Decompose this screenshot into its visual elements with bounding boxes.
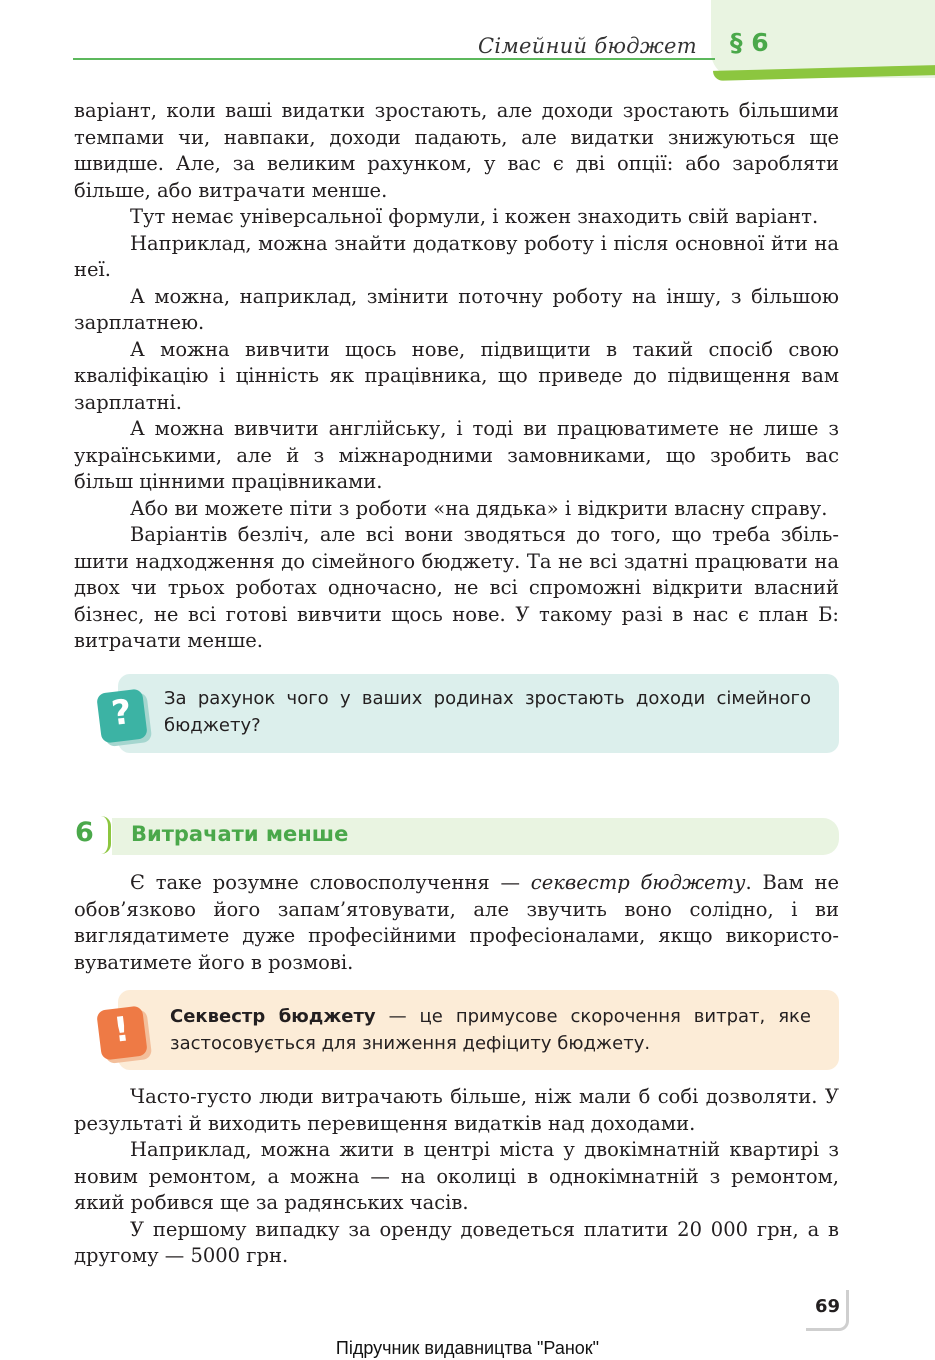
section-title: Витрачати менше [131, 822, 349, 846]
body-text-1 [74, 98, 839, 655]
body-text-2 [74, 870, 839, 976]
body-paragraph: Часто-густо люди витрачають більше, ніж мали б собі дозволяти. У результаті й виходить перевищення видатків над доходами. [74, 1085, 839, 1135]
body-paragraph: А можна вивчити щось нове, підвищити в такий спосіб свою кваліфікацію і цінність як працівника, що приведе до підвищення вам зарплатні. [74, 337, 839, 414]
question-symbol: ? [109, 691, 134, 735]
text-run: . Вам не обов’язково його запам’ятовувати, але звучить воно солідно, і ви виглядатимете дуже професійними професіоналами, якщо використовуватимете його в розмові. [74, 871, 839, 974]
body-paragraph: Наприклад, можна жити в центрі міста у двокімнатній квартирі з новим ремонтом, а можна — на околиці в однокімнатній з ремонтом, який робився ще за радянських часів. [74, 1138, 839, 1214]
italic-term: секвестр бюджету [530, 871, 746, 894]
running-head-title: Сімейний бюджет [477, 34, 697, 58]
text-run: Є таке розумне словосполучення — [130, 871, 531, 894]
body-paragraph: У першому випадку за оренду доведеться платити 20 000 грн, а в другому — 5000 грн. [74, 1217, 839, 1267]
section-number: 6 [75, 817, 94, 848]
body-paragraph: Наприклад, можна знайти додаткову роботу і після основної йти на неї. [74, 231, 839, 281]
exclamation-icon [96, 1005, 148, 1060]
question-mark-icon [96, 688, 148, 743]
body-paragraph: А можна вивчити англійську, і тоді ви працюватимете не лише з українськими, але й з міжнародними замовниками, що зробить вас більш цінними працівниками. [74, 417, 839, 493]
header-rule [73, 58, 715, 60]
definition-text [170, 1003, 811, 1057]
page-number: 69 [815, 1296, 841, 1317]
exclamation-symbol: ! [111, 1009, 132, 1051]
section-bracket [98, 816, 111, 854]
body-paragraph: Або ви можете піти з роботи «на дядька» і відкрити власну справу. [130, 496, 828, 520]
definition-body: — це примусове скорочення витрат, яке застосовується для зниження дефіциту бюджету. [170, 1006, 811, 1054]
body-paragraph [74, 870, 839, 976]
body-paragraph: Варіантів безліч, але всі вони зводяться до того, що треба збільшити надходження до сімейного бюджету. Та не всі здатні працювати на двох чи трьох роботах одночасно, не всі спроможні відкрити власний бізнес, не всі готові вивчити щось нове. У такому разі в нас є план Б: витрачати менше. [74, 523, 839, 652]
body-text-3 [74, 1084, 839, 1270]
question-box [118, 674, 839, 753]
body-paragraph: Тут немає універсальної формули, і кожен знаходить свій варіант. [130, 205, 819, 228]
publisher-footer: Підручник видавництва "Ранок" [335, 1338, 600, 1358]
paragraph-number: § 6 [730, 28, 769, 57]
body-paragraph: варіант, коли ваші видатки зростають, але доходи зростають більшими темпами чи, навпаки, доходи падають, але видатки знижуються ще швидше. Але, за великим рахунком, у вас є дві опції: або заробляти більше, або витрачати менше. [74, 99, 839, 202]
definition-term: Секвестр бюджету [170, 1006, 376, 1027]
question-text: За рахунок чого у ваших родинах зростають доходи сімейного бюджету? [164, 688, 811, 736]
definition-box [118, 990, 839, 1070]
body-paragraph: А можна, наприклад, змінити поточну роботу на іншу, з більшою зарплатнею. [74, 284, 839, 334]
